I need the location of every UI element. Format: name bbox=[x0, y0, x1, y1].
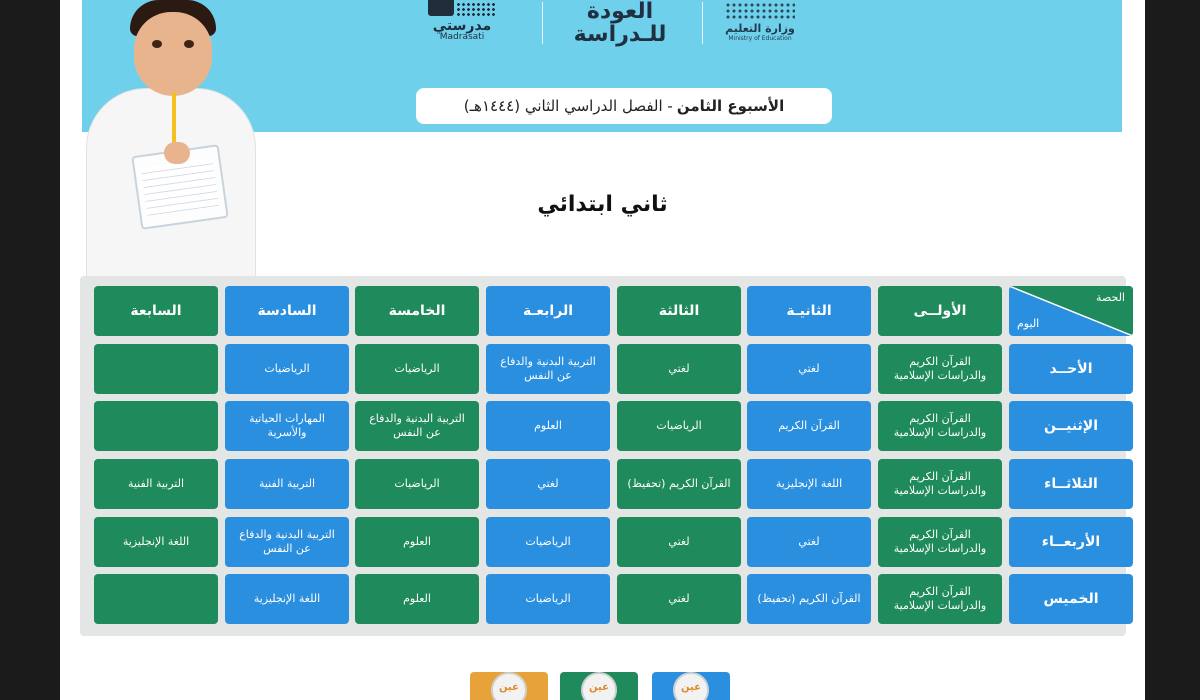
madrasati-logo-arabic: مدرستي bbox=[432, 18, 492, 34]
schedule-cell: الرياضيات bbox=[617, 401, 741, 451]
schedule-cell: القرآن الكريم (تحفيظ) bbox=[747, 574, 871, 624]
schedule-cell: العلوم bbox=[355, 574, 479, 624]
grade-title: ثاني ابتدائي bbox=[537, 192, 668, 217]
back-to-school-line1: العودة bbox=[586, 0, 654, 24]
period-header: الأولــى bbox=[878, 286, 1002, 336]
schedule-cell: الرياضيات bbox=[486, 574, 610, 624]
schedule-cell bbox=[94, 401, 218, 451]
period-header: السابعة bbox=[94, 286, 218, 336]
schedule-cell: التربية الفنية bbox=[225, 459, 349, 509]
schedule-cell bbox=[94, 574, 218, 624]
period-header: الرابعـة bbox=[486, 286, 610, 336]
ain-badge bbox=[470, 672, 548, 700]
logo-separator bbox=[702, 2, 703, 44]
logo-separator bbox=[542, 2, 543, 44]
week-label-pill bbox=[416, 88, 832, 124]
ministry-of-education-logo bbox=[710, 2, 810, 42]
table-corner-header bbox=[1009, 286, 1133, 336]
schedule-cell: لغتي bbox=[617, 344, 741, 394]
back-to-school-line2: للـدراسة bbox=[573, 22, 667, 47]
schedule-cell: العلوم bbox=[355, 517, 479, 567]
weekly-schedule-table bbox=[80, 276, 1126, 636]
right-dark-border bbox=[1145, 0, 1200, 700]
madrasati-mark bbox=[422, 0, 502, 18]
ain-badge bbox=[652, 672, 730, 700]
schedule-cell: لغتي bbox=[747, 517, 871, 567]
madrasati-logo-english: Madrasati bbox=[439, 32, 485, 42]
schedule-cell: القرآن الكريم والدراسات الإسلامية bbox=[878, 344, 1002, 394]
schedule-cell: القرآن الكريم والدراسات الإسلامية bbox=[878, 574, 1002, 624]
day-header: الإثنيــن bbox=[1009, 401, 1133, 451]
moe-dots-mark bbox=[725, 2, 795, 20]
period-header: الخامسة bbox=[355, 286, 479, 336]
schedule-cell: اللغة الإنجليزية bbox=[747, 459, 871, 509]
madrasati-logo bbox=[407, 0, 517, 42]
schedule-cell: التربية البدنية والدفاع عن النفس bbox=[355, 401, 479, 451]
moe-logo-english: Ministry of Education bbox=[728, 35, 792, 42]
schedule-cell: العلوم bbox=[486, 401, 610, 451]
schedule-cell: لغتي bbox=[486, 459, 610, 509]
schedule-cell: اللغة الإنجليزية bbox=[94, 517, 218, 567]
corner-day-label: اليوم bbox=[1017, 317, 1040, 330]
period-header: الثانيـة bbox=[747, 286, 871, 336]
week-label: الأسبوع الثامن bbox=[676, 97, 785, 115]
schedule-cell: القرآن الكريم والدراسات الإسلامية bbox=[878, 459, 1002, 509]
moe-logo-arabic: وزارة التعليم bbox=[725, 22, 795, 35]
ain-badge bbox=[560, 672, 638, 700]
schedule-cell: اللغة الإنجليزية bbox=[225, 574, 349, 624]
day-header: الخميس bbox=[1009, 574, 1133, 624]
schedule-cell: القرآن الكريم (تحفيظ) bbox=[617, 459, 741, 509]
semester-label: - الفصل الدراسي الثاني (١٤٤٤هـ) bbox=[463, 97, 673, 115]
schedule-cell: التربية البدنية والدفاع عن النفس bbox=[486, 344, 610, 394]
period-header: الثالثة bbox=[617, 286, 741, 336]
schedule-cell: الرياضيات bbox=[355, 459, 479, 509]
ain-badge-label: عين bbox=[491, 672, 527, 700]
ain-badge-label: عين bbox=[581, 672, 617, 700]
corner-period-label: الحصة bbox=[1096, 291, 1125, 304]
schedule-cell: المهارات الحياتية والأسرية bbox=[225, 401, 349, 451]
day-header: الثلاثــاء bbox=[1009, 459, 1133, 509]
schedule-cell: التربية البدنية والدفاع عن النفس bbox=[225, 517, 349, 567]
period-header: السادسة bbox=[225, 286, 349, 336]
schedule-page bbox=[60, 0, 1145, 700]
schedule-cell: لغتي bbox=[747, 344, 871, 394]
left-dark-border bbox=[0, 0, 60, 700]
day-header: الأحــد bbox=[1009, 344, 1133, 394]
day-header: الأربعــاء bbox=[1009, 517, 1133, 567]
schedule-cell: القرآن الكريم والدراسات الإسلامية bbox=[878, 517, 1002, 567]
schedule-cell: القرآن الكريم والدراسات الإسلامية bbox=[878, 401, 1002, 451]
schedule-cell: لغتي bbox=[617, 574, 741, 624]
schedule-cell: لغتي bbox=[617, 517, 741, 567]
schedule-cell: الرياضيات bbox=[486, 517, 610, 567]
schedule-cell: القرآن الكريم bbox=[747, 401, 871, 451]
student-illustration bbox=[80, 0, 260, 278]
back-to-school-logo bbox=[560, 0, 680, 46]
ain-badge-label: عين bbox=[673, 672, 709, 700]
schedule-cell: الرياضيات bbox=[355, 344, 479, 394]
schedule-cell bbox=[94, 344, 218, 394]
schedule-cell: التربية الفنية bbox=[94, 459, 218, 509]
schedule-cell: الرياضيات bbox=[225, 344, 349, 394]
